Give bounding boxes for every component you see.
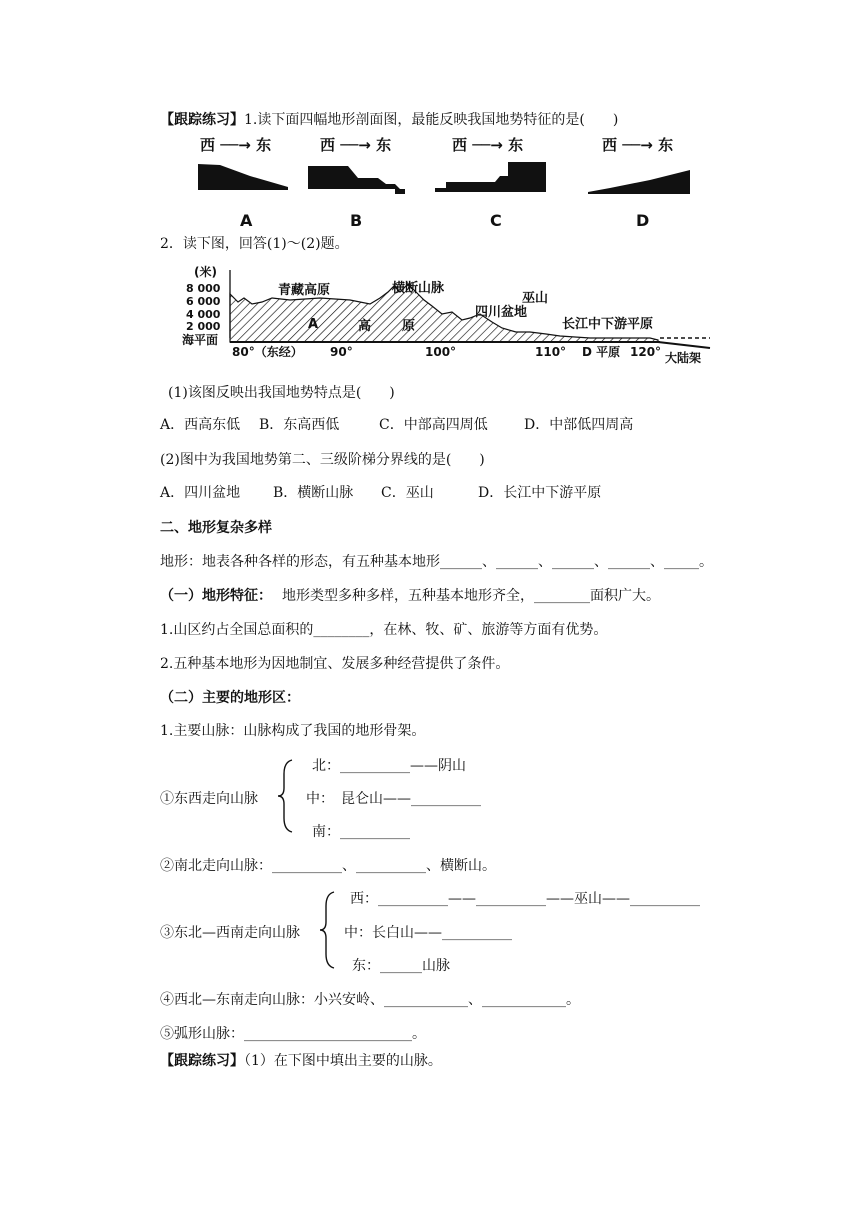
cross-section-figure	[180, 262, 720, 372]
ew-north: 北：__________——阴山	[312, 758, 466, 774]
profile-c	[435, 136, 546, 230]
label-gao: 高	[358, 319, 372, 334]
x-tick-90: 90°	[330, 345, 353, 359]
q1-option-b[interactable]: B．东高西低	[259, 417, 340, 433]
profile-d	[588, 136, 690, 230]
y-tick-2000: 2 000	[186, 320, 221, 333]
label-shelf: 大陆架	[665, 351, 702, 365]
profile-b	[308, 136, 405, 230]
sub1-title: （一）地形特征：	[160, 588, 272, 604]
q2-option-d[interactable]: D．长江中下游平原	[478, 485, 602, 501]
practice-line	[160, 1052, 442, 1070]
exercise1-heading	[160, 111, 618, 129]
label-yangtze: 长江中下游平原	[562, 317, 654, 332]
profile-c-direction: 西 ──→ 东	[452, 136, 524, 154]
profile-figures	[190, 132, 710, 232]
q2-stem: (2)图中为我国地势第二、三级阶梯分界线的是( )	[160, 452, 485, 468]
practice-text: （1）在下图中填出主要的山脉。	[244, 1053, 442, 1069]
ns-mountains: ②南北走向山脉：__________、__________、横断山。	[160, 858, 496, 874]
x-tick-110: 110°	[535, 345, 567, 359]
q1-option-a[interactable]: A．西高东低	[160, 417, 241, 433]
landform-definition: 地形：地表各种各样的形态，有五种基本地形______、______、______、______、_____。	[160, 554, 713, 570]
q2-option-a[interactable]: A．四川盆地	[160, 485, 241, 501]
label-wushan: 巫山	[522, 291, 549, 306]
label-qinghai-tibet: 青藏高原	[278, 283, 331, 298]
ew-brace-icon	[276, 758, 296, 834]
profile-b-label: B	[350, 211, 363, 230]
y-tick-4000: 4 000	[186, 308, 221, 321]
practice-tag: 【跟踪练习】	[160, 112, 244, 128]
ne-label: ③东北—西南走向山脉	[160, 925, 300, 941]
x-tick-80: 80°（东经）	[232, 345, 303, 359]
ew-middle: 中： 昆仑山——__________	[306, 791, 481, 807]
ne-brace-icon	[318, 890, 338, 970]
profile-c-label: C	[490, 211, 502, 230]
section2-title: 二、地形复杂多样	[160, 520, 272, 536]
ne-middle: 中：长白山——__________	[344, 925, 512, 941]
profile-a-direction: 西 ──→ 东	[200, 136, 272, 154]
q1-option-c[interactable]: C．中部高四周低	[379, 417, 488, 433]
profile-a-label: A	[240, 211, 253, 230]
y-unit: (米)	[194, 265, 217, 279]
ew-label: ①东西走向山脉	[160, 791, 258, 807]
ew-south: 南：__________	[312, 824, 410, 840]
point1: 1.山区约占全国总面积的________，在林、牧、矿、旅游等方面有优势。	[160, 622, 608, 638]
ne-east: 东：______山脉	[352, 958, 450, 974]
exercise1-question: 1.读下面四幅地形剖面图，最能反映我国地势特征的是( )	[244, 112, 619, 128]
label-a: A	[308, 317, 319, 332]
label-hengduan: 横断山脉	[392, 281, 445, 296]
sub1-line	[160, 587, 660, 605]
profile-d-label: D	[636, 211, 650, 230]
point2: 2.五种基本地形为因地制宜、发展多种经营提供了条件。	[160, 656, 510, 672]
sub1-text: 地形类型多种多样，五种基本地形齐全，________面积广大。	[282, 588, 660, 604]
ne-west: 西：__________——__________——巫山——__________	[350, 891, 700, 907]
label-d-plain: D 平原	[582, 345, 621, 359]
nw-mountains: ④西北—东南走向山脉：小兴安岭、____________、____________。	[160, 992, 580, 1008]
q2-option-c[interactable]: C．巫山	[381, 485, 434, 501]
exercise2-question: 2．读下图，回答(1)～(2)题。	[160, 236, 349, 252]
q2-option-b[interactable]: B．横断山脉	[273, 485, 354, 501]
sea-level-label: 海平面	[182, 333, 219, 347]
sub2-title: （二）主要的地形区：	[160, 690, 300, 706]
x-tick-100: 100°	[425, 345, 457, 359]
q1-option-d[interactable]: D．中部低四周高	[524, 417, 634, 433]
y-tick-8000: 8 000	[186, 282, 221, 295]
q1-stem: (1)该图反映出我国地势特点是( )	[168, 385, 395, 401]
y-tick-6000: 6 000	[186, 295, 221, 308]
practice-tag-2: 【跟踪练习】	[160, 1053, 244, 1069]
profile-a	[198, 136, 288, 230]
profile-d-direction: 西 ──→ 东	[602, 136, 674, 154]
profile-b-direction: 西 ──→ 东	[320, 136, 392, 154]
x-tick-120: 120°	[630, 345, 662, 359]
arc-mountains: ⑤弧形山脉：________________________。	[160, 1026, 426, 1042]
mountains-intro: 1.主要山脉：山脉构成了我国的地形骨架。	[160, 723, 426, 739]
label-yuan: 原	[402, 319, 416, 334]
label-sichuan: 四川盆地	[475, 305, 528, 320]
